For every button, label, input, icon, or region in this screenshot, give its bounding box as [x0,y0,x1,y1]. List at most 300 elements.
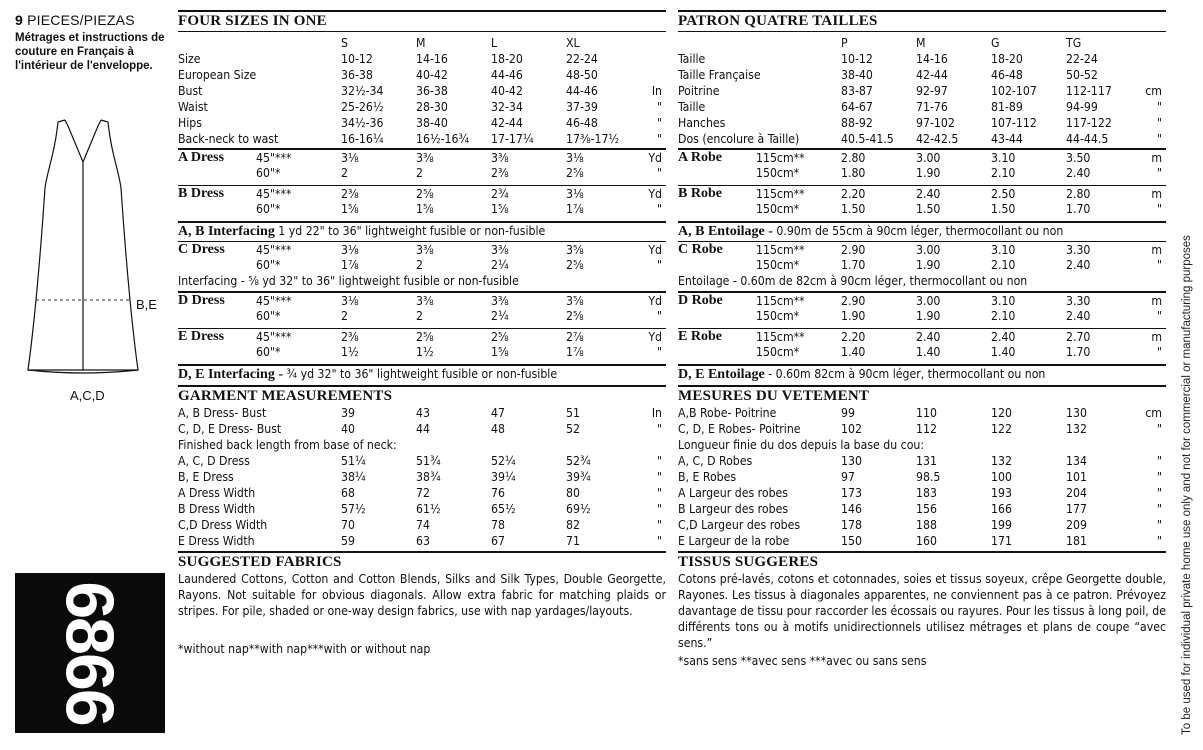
table-row [678,131,1166,147]
row-unit: " [1156,518,1162,532]
row-value: 14-16 [416,52,448,66]
row-label: Bust [178,84,203,98]
yardage-value: 3⅝ [566,243,584,257]
yardage-value: 2¼ [491,309,509,323]
yardage-value: 1.80 [841,166,866,180]
row-label: B, E Dress [178,470,234,484]
yardage-unit: " [1156,258,1162,272]
row-value: 82 [566,518,580,532]
row-value: 44-46 [566,84,598,98]
view-label-be: B,E [136,297,157,312]
size-header-row [678,35,1166,51]
dress-yardage-row [678,257,1166,273]
row-value: 173 [841,486,862,500]
section-title: SUGGESTED FABRICS [178,554,342,570]
row-value: 42-44 [916,68,948,82]
yardage-value: 2 [416,258,423,272]
row-unit: " [1156,422,1162,436]
row-value: 37-39 [566,100,598,114]
yardage-value: 2.90 [841,294,866,308]
view-label-acd: A,C,D [70,388,105,403]
footnote: *without nap**with nap***with or without nap [178,642,431,656]
fabric-width: 45"*** [256,243,292,257]
row-value: 130 [1066,406,1087,420]
row-unit: " [1156,100,1162,114]
fabrics-paragraph: Laundered Cottons, Cotton and Cotton Blends, Silks and Silk Types, Double Georgette, Rayons. Not suitable for obvious diagonals. Allow extra fabric for matching plaids or stripes. For pile, shaded or one-way design fabrics, use with nap yardages/layouts. [178,572,666,618]
row-unit: " [1156,502,1162,516]
row-value: 177 [1066,502,1087,516]
size-header: G [991,36,1000,50]
row-value: 199 [991,518,1012,532]
yardage-value: 1⅝ [491,202,509,216]
yardage-value: 3⅛ [341,243,359,257]
yardage-value: 1.40 [991,345,1016,359]
row-label: B Dress Width [178,502,256,516]
yardage-value: 2.10 [991,166,1016,180]
yardage-value: 2 [416,166,423,180]
row-label: A,B Robe- Poitrine [678,406,777,420]
yardage-unit: " [1156,202,1162,216]
row-unit: " [1156,454,1162,468]
yardage-value: 2.70 [1066,330,1091,344]
row-value: 38-40 [416,116,448,130]
row-unit: cm [1145,84,1162,98]
table-row [178,437,666,453]
row-value: 110 [916,406,937,420]
row-value: 132 [1066,422,1087,436]
fabric-width: 60"* [256,202,281,216]
row-label: Longueur finie du dos depuis la base du cou: [678,438,925,452]
row-value: 57½ [341,502,366,516]
yardage-value: 3⅜ [416,151,434,165]
row-value: 40-42 [491,84,523,98]
yardage-value: 2.50 [991,187,1016,201]
row-value: 99 [841,406,855,420]
row-value: 36-38 [416,84,448,98]
yardage-value: 2.40 [1066,258,1091,272]
yardage-value: 3⅛ [341,151,359,165]
yardage-value: 2⅝ [416,330,434,344]
row-value: 117-122 [1066,116,1112,130]
yardage-value: 3⅛ [566,187,584,201]
row-value: 40 [341,422,355,436]
row-value: 46-48 [566,116,598,130]
row-value: 193 [991,486,1012,500]
yardage-value: 2⅜ [341,187,359,201]
yardage-value: 1.50 [841,202,866,216]
yardage-value: 2.40 [1066,166,1091,180]
dress-yardage-row [178,308,666,324]
yardage-unit: " [1156,345,1162,359]
yardage-value: 2.80 [1066,187,1091,201]
yardage-value: 1.40 [841,345,866,359]
yardage-value: 3.50 [1066,151,1091,165]
table-row [178,453,666,469]
dress-name: A Robe [678,150,722,165]
yardage-value: 2⅝ [416,187,434,201]
yardage-value: 2⅝ [566,258,584,272]
section-title: MESURES DU VETEMENT [678,388,870,404]
row-value: 97-102 [916,116,955,130]
row-label: A, C, D Dress [178,454,250,468]
dress-yardage-row [678,165,1166,181]
table-row [178,67,666,83]
yardage-unit: Yd [648,330,662,344]
yardage-value: 2⅝ [566,166,584,180]
row-unit: " [656,454,662,468]
row-value: 102-107 [991,84,1037,98]
table-row [178,469,666,485]
row-value: 10-12 [341,52,373,66]
dress-name: E Robe [678,329,722,344]
yardage-unit: " [656,166,662,180]
row-value: 112-117 [1066,84,1112,98]
yardage-value: 3⅝ [566,294,584,308]
interfacing-row [678,223,1166,241]
yardage-unit: " [656,309,662,323]
row-value: 22-24 [1066,52,1098,66]
pattern-number: 6866 [52,581,128,725]
row-value: 112 [916,422,937,436]
fabric-width: 150cm* [756,309,800,323]
row-value: 59 [341,534,355,548]
table-row [678,99,1166,115]
row-value: 150 [841,534,862,548]
row-value: 171 [991,534,1012,548]
dress-name: A Dress [178,150,225,165]
row-value: 183 [916,486,937,500]
row-value: 69½ [566,502,591,516]
row-value: 188 [916,518,937,532]
row-value: 25-26½ [341,100,384,114]
row-value: 17-17¼ [491,132,534,146]
yardage-value: 2 [341,309,348,323]
row-unit: In [651,406,662,420]
yardage-value: 1.40 [916,345,941,359]
divider-rule [178,31,666,32]
interfacing-text: - 0.60m 82cm à 90cm léger, thermocollant ou non [764,367,1046,381]
size-header: XL [566,36,580,50]
row-value: 42-42.5 [916,132,959,146]
table-row [178,421,666,437]
row-value: 52¼ [491,454,516,468]
interfacing-row [678,366,1166,384]
row-value: 100 [991,470,1012,484]
table-row [178,533,666,549]
row-value: 48 [491,422,505,436]
yardage-value: 3⅜ [491,151,509,165]
row-label: Waist [178,100,208,114]
row-label: Back-neck to wast [178,132,279,146]
row-unit: " [1156,470,1162,484]
dress-yardage-row [178,257,666,273]
dress-name: C Dress [178,242,225,257]
dress-name: B Robe [678,186,722,201]
table-row [678,83,1166,99]
row-value: 67 [491,534,505,548]
yardage-value: 1½ [416,345,434,359]
yardage-value: 2¼ [491,258,509,272]
row-label: E Dress Width [178,534,255,548]
table-row [178,131,666,147]
row-value: 10-12 [841,52,873,66]
row-label: Finished back length from base of neck: [178,438,397,452]
pieces-count [15,12,135,28]
interfacing-row: Entoilage - 0.60m de 82cm à 90cm léger, thermocollant ou non [678,274,1028,288]
dress-yardage-row [678,201,1166,217]
yardage-value: 3.00 [916,243,941,257]
row-unit: " [656,470,662,484]
row-label: E Largeur de la robe [678,534,790,548]
size-header: L [491,36,498,50]
pieces-label: PIECES/PIEZAS [27,12,135,28]
dress-name: E Dress [178,329,225,344]
section-title: GARMENT MEASUREMENTS [178,388,393,404]
table-row [178,485,666,501]
dress-name: C Robe [678,242,723,257]
row-value: 34½-36 [341,116,384,130]
row-value: 81-89 [991,100,1023,114]
row-value: 51¾ [416,454,441,468]
row-value: 76 [491,486,505,500]
row-label: Hanches [678,116,726,130]
dress-yardage-row [678,344,1166,360]
yardage-value: 3⅛ [566,151,584,165]
yardage-value: 3.00 [916,151,941,165]
row-value: 18-20 [491,52,523,66]
yardage-value: 2.80 [841,151,866,165]
row-value: 134 [1066,454,1087,468]
row-value: 40.5-41.5 [841,132,894,146]
pattern-number-block [15,573,165,733]
yardage-value: 2.40 [991,330,1016,344]
yardage-value: 1⅞ [566,345,584,359]
yardage-value: 1.70 [1066,202,1091,216]
yardage-value: 2 [341,166,348,180]
pieces-number: 9 [15,12,23,28]
row-value: 44 [416,422,430,436]
row-label: Taille [678,52,706,66]
size-header: P [841,36,848,50]
row-value: 46-48 [991,68,1023,82]
yardage-unit: " [656,345,662,359]
footnote: *sans sens **avec sens ***avec ou sans sens [678,654,927,668]
table-row [678,67,1166,83]
row-value: 39¼ [491,470,516,484]
row-value: 74 [416,518,430,532]
size-header: M [416,36,426,50]
fabric-width: 45"*** [256,294,292,308]
row-unit: " [656,100,662,114]
yardage-value: 2.90 [841,243,866,257]
yardage-value: 2⅜ [341,330,359,344]
yardage-unit: m [1151,151,1162,165]
row-value: 44-44.5 [1066,132,1109,146]
interfacing-label: A, B Entoilage - [678,224,773,239]
row-label: Size [178,52,201,66]
row-value: 39¾ [566,470,591,484]
row-label: A, C, D Robes [678,454,753,468]
row-label: C, D, E Dress- Bust [178,422,282,436]
yardage-value: 3.10 [991,151,1016,165]
row-value: 78 [491,518,505,532]
divider-rule [678,31,1166,32]
yardage-value: 2.20 [841,330,866,344]
interfacing-text: ¾ yd 32" to 36" lightweight fusible or non-fusible [283,367,558,381]
row-value: 98.5 [916,470,941,484]
row-value: 94-99 [1066,100,1098,114]
row-value: 61½ [416,502,441,516]
fabric-width: 60"* [256,345,281,359]
fabric-width: 115cm** [756,243,805,257]
row-label: B, E Robes [678,470,737,484]
yardage-value: 2⅜ [491,166,509,180]
table-row [678,405,1166,421]
row-value: 51 [566,406,580,420]
row-value: 16-16¼ [341,132,384,146]
row-unit: cm [1145,406,1162,420]
yardage-value: 3.10 [991,243,1016,257]
fabric-width: 115cm** [756,330,805,344]
yardage-value: 1.90 [916,166,941,180]
row-unit: " [656,422,662,436]
row-unit: " [1156,534,1162,548]
yardage-value: 3.30 [1066,243,1091,257]
yardage-value: 2⅝ [566,309,584,323]
fabrics-paragraph: Cotons pré-lavés, cotons et cotonnades, soies et tissus soyeux, crêpe Georgette double, Rayones. Les tissus à diagonales apparentes, ne conviennent pas à ce patron. Prévoyez davantage de tissu pour raccorder les écossais ou rayures. Pour les tissus à long poil, de différents tons ou à motifs unidirectionnels utilisez métrages et plans de coupe “avec sens.” [678,572,1166,650]
row-value: 131 [916,454,937,468]
fabric-width: 60"* [256,258,281,272]
dress-line-drawing [20,112,150,382]
row-value: 132 [991,454,1012,468]
table-row [178,51,666,67]
yardage-unit: m [1151,294,1162,308]
row-value: 18-20 [991,52,1023,66]
table-row [178,99,666,115]
dress-yardage-row [678,308,1166,324]
row-value: 22-24 [566,52,598,66]
yardage-unit: Yd [648,151,662,165]
size-header: TG [1066,36,1082,50]
fabric-width: 115cm** [756,187,805,201]
table-row [178,501,666,517]
yardage-unit: Yd [648,294,662,308]
row-unit: " [1156,132,1162,146]
yardage-value: 1.70 [841,258,866,272]
row-value: 52 [566,422,580,436]
dress-yardage-row [178,165,666,181]
row-label: Taille Française [678,68,761,82]
row-value: 52¾ [566,454,591,468]
yardage-value: 1.70 [1066,345,1091,359]
row-value: 71 [566,534,580,548]
yardage-value: 1.50 [991,202,1016,216]
row-value: 102 [841,422,862,436]
yardage-value: 3⅜ [491,294,509,308]
row-value: 101 [1066,470,1087,484]
table-row [678,517,1166,533]
row-unit: " [656,116,662,130]
row-value: 14-16 [916,52,948,66]
dress-yardage-row [178,201,666,217]
fabric-width: 60"* [256,309,281,323]
row-label: A, B Dress- Bust [178,406,267,420]
interfacing-row: Interfacing - ⅝ yd 32" to 36" lightweight fusible or non-fusible [178,274,519,288]
row-value: 70 [341,518,355,532]
table-row [678,469,1166,485]
interfacing-label: D, E Entoilage [678,367,765,382]
row-value: 166 [991,502,1012,516]
row-label: European Size [178,68,257,82]
row-label: Taille [678,100,706,114]
table-row [678,533,1166,549]
row-value: 181 [1066,534,1087,548]
yardage-value: 1.90 [916,258,941,272]
size-header: S [341,36,348,50]
row-value: 32½-34 [341,84,384,98]
row-unit: " [656,518,662,532]
yardage-value: 2 [416,309,423,323]
table-row [178,517,666,533]
row-value: 64-67 [841,100,873,114]
row-label: C,D Largeur des robes [678,518,801,532]
fabric-width: 115cm** [756,294,805,308]
row-label: Poitrine [678,84,720,98]
row-label: B Largeur des robes [678,502,789,516]
row-label: A Largeur des robes [678,486,789,500]
row-value: 38¾ [416,470,441,484]
dress-name: B Dress [178,186,225,201]
row-label: Dos (encolure à Taille) [678,132,800,146]
row-value: 38-40 [841,68,873,82]
fabric-width: 115cm** [756,151,805,165]
row-unit: In [651,84,662,98]
yardage-unit: m [1151,243,1162,257]
row-value: 48-50 [566,68,598,82]
french-instructions-note: Métrages et instructions de couture en Français à l'intérieur de l'enveloppe. [15,32,165,72]
row-value: 122 [991,422,1012,436]
row-value: 42-44 [491,116,523,130]
yardage-value: 1⅝ [491,345,509,359]
yardage-unit: " [656,202,662,216]
row-label: C,D Dress Width [178,518,268,532]
table-row [678,421,1166,437]
yardage-value: 1⅝ [341,202,359,216]
row-value: 51¼ [341,454,366,468]
row-value: 160 [916,534,937,548]
row-value: 204 [1066,486,1087,500]
row-value: 50-52 [1066,68,1098,82]
row-label: C, D, E Robes- Poitrine [678,422,801,436]
row-value: 36-38 [341,68,373,82]
yardage-value: 2.40 [916,187,941,201]
row-value: 47 [491,406,505,420]
english-column [178,10,666,657]
yardage-value: 1.50 [916,202,941,216]
yardage-value: 2⅝ [491,330,509,344]
yardage-value: 1⅞ [341,258,359,272]
table-row [178,405,666,421]
row-value: 146 [841,502,862,516]
fabric-width: 150cm* [756,166,800,180]
french-column [678,10,1166,669]
section-title: FOUR SIZES IN ONE [178,13,327,29]
row-label: Hips [178,116,202,130]
fabric-width: 45"*** [256,187,292,201]
fabric-width: 60"* [256,166,281,180]
yardage-value: 1.90 [916,309,941,323]
yardage-value: 2.10 [991,309,1016,323]
